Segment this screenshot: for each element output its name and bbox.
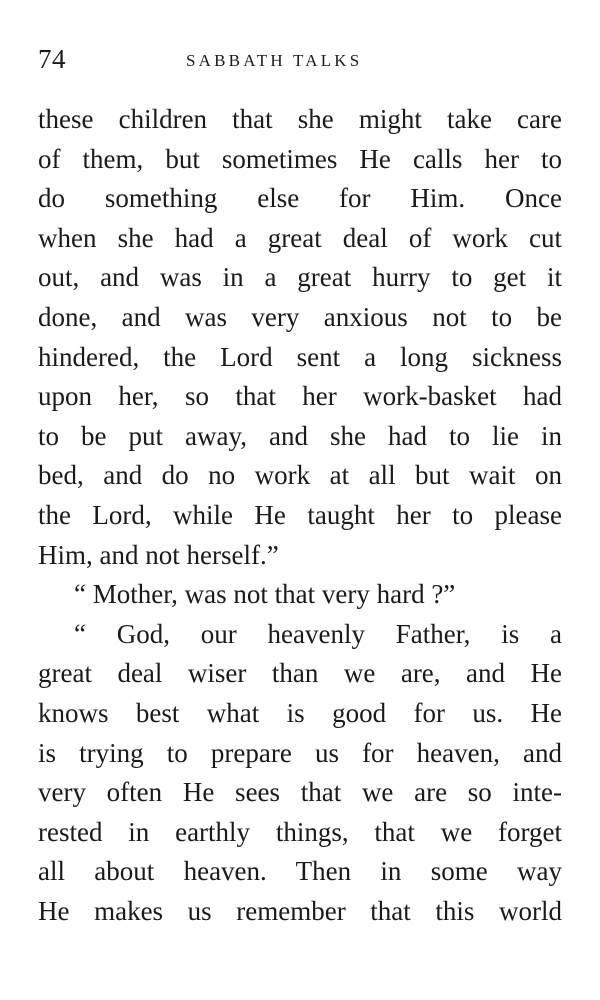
text-line: when she had a great deal of work cut (38, 222, 562, 253)
text-line: done, and was very anxious not to be (38, 301, 562, 332)
text-line: He makes us remember that this world (38, 895, 562, 926)
running-head: SABBATH TALKS (186, 51, 363, 70)
text-line-dialogue: “ Mother, was not that very hard ?” (74, 579, 456, 610)
text-line: very often He sees that we are so inte- (38, 777, 562, 808)
text-line: great deal wiser than we are, and He (38, 658, 562, 689)
text-line: do something else for Him. Once (38, 183, 562, 214)
text-line: bed, and do no work at all but wait on (38, 460, 562, 491)
page-header (38, 44, 562, 78)
text-line: is trying to prepare us for heaven, and (38, 737, 562, 768)
text-line: the Lord, while He taught her to please (38, 499, 562, 530)
text-line: these children that she might take care (38, 104, 562, 134)
text-line: hindered, the Lord sent a long sickness (38, 341, 562, 372)
text-line: all about heaven. Then in some way (38, 856, 562, 887)
text-line: upon her, so that her work-basket had (38, 381, 562, 412)
text-line: rested in earthly things, that we forget (38, 816, 562, 847)
text-line-paragraph-start: “ God, our heavenly Father, is a (74, 618, 562, 649)
page-number: 74 (38, 44, 66, 74)
body-text (38, 100, 562, 931)
text-line: out, and was in a great hurry to get it (38, 262, 562, 293)
text-line: of them, but sometimes He calls her to (38, 143, 562, 174)
text-line: knows best what is good for us. He (38, 697, 562, 728)
text-line-paragraph-end: Him, and not herself.” (38, 539, 279, 570)
text-line: to be put away, and she had to lie in (38, 420, 562, 451)
